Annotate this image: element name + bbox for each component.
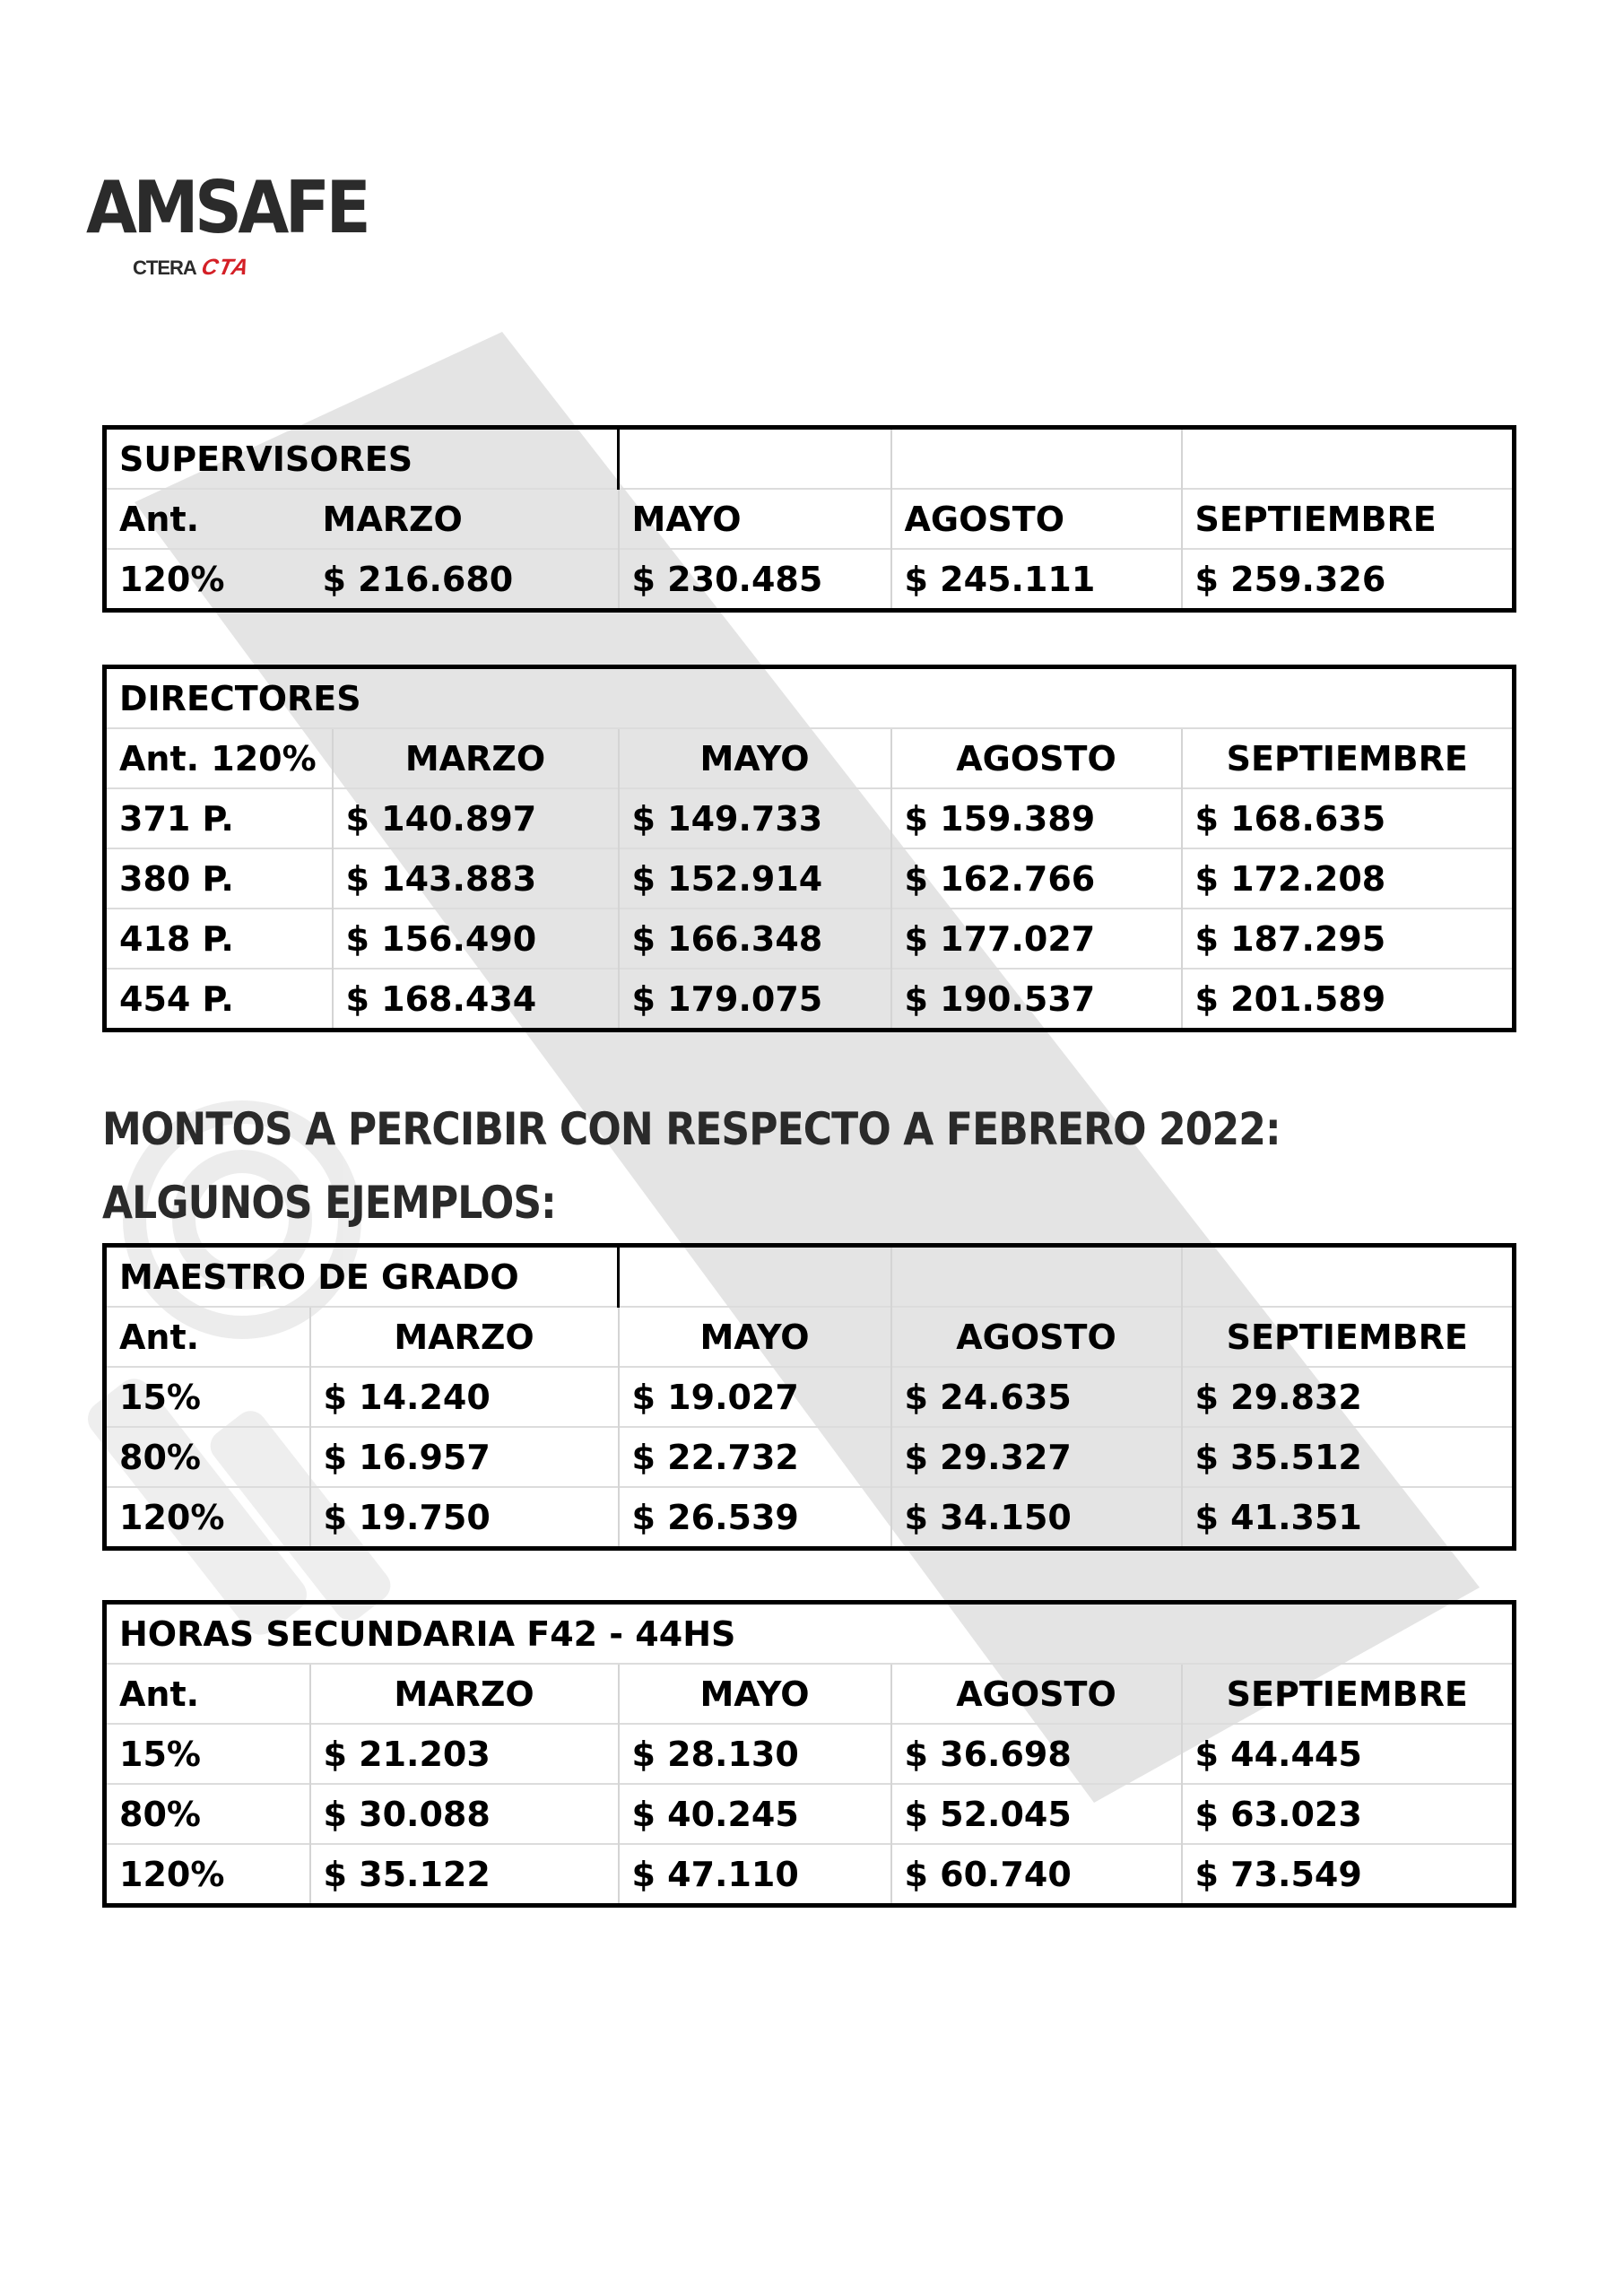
table-cell: $ 152.914 <box>619 848 891 909</box>
table-cell: $ 230.485 <box>619 549 891 611</box>
table-cell: 80% <box>105 1784 310 1844</box>
table-cell: $ 60.740 <box>891 1844 1182 1906</box>
column-header: AGOSTO <box>891 728 1182 788</box>
table-cell: $ 216.680 <box>310 549 619 611</box>
table-cell: $ 166.348 <box>619 909 891 969</box>
column-header: MARZO <box>310 1307 619 1367</box>
column-header: AGOSTO <box>891 1664 1182 1724</box>
table-cell: 120% <box>105 1487 310 1549</box>
table-cell: 418 P. <box>105 909 333 969</box>
table-cell: $ 29.832 <box>1182 1367 1515 1427</box>
table-cell: $ 35.512 <box>1182 1427 1515 1487</box>
table-cell: $ 14.240 <box>310 1367 619 1427</box>
column-header: AGOSTO <box>891 489 1182 549</box>
supervisores-table <box>102 425 1516 613</box>
table-cell: $ 187.295 <box>1182 909 1515 969</box>
table-cell: 15% <box>105 1367 310 1427</box>
table-row <box>105 1844 1515 1906</box>
table-cell: $ 190.537 <box>891 969 1182 1031</box>
logo-brand: AMSAFE <box>86 166 368 249</box>
table-row <box>105 1367 1515 1427</box>
section-heading-montos: MONTOS A PERCIBIR CON RESPECTO A FEBRERO 2022: <box>102 1103 1281 1155</box>
logo-ctera: CTERA <box>133 256 196 279</box>
table-header-row <box>105 728 1515 788</box>
table-cell: $ 63.023 <box>1182 1784 1515 1844</box>
table-cell: $ 162.766 <box>891 848 1182 909</box>
table-cell: 371 P. <box>105 788 333 848</box>
table-cell: $ 16.957 <box>310 1427 619 1487</box>
column-header: MAYO <box>619 728 891 788</box>
column-header: MAYO <box>619 1664 891 1724</box>
table-cell: $ 140.897 <box>333 788 619 848</box>
table-cell: 120% <box>105 549 310 611</box>
table-row <box>105 969 1515 1031</box>
table-row <box>105 1784 1515 1844</box>
table-cell: $ 177.027 <box>891 909 1182 969</box>
column-header: Ant. <box>105 489 310 549</box>
column-header: Ant. <box>105 1307 310 1367</box>
logo-cta: CTA <box>198 255 252 280</box>
table-cell: $ 168.635 <box>1182 788 1515 848</box>
table-row <box>105 1487 1515 1549</box>
logo-affiliations <box>133 255 252 281</box>
table-cell: 454 P. <box>105 969 333 1031</box>
maestro-table <box>102 1243 1516 1551</box>
table-row <box>105 1427 1515 1487</box>
table-header-row <box>105 1307 1515 1367</box>
table-cell: $ 159.389 <box>891 788 1182 848</box>
table-cell: $ 26.539 <box>619 1487 891 1549</box>
table-row <box>105 909 1515 969</box>
table-cell: $ 34.150 <box>891 1487 1182 1549</box>
table-cell: $ 41.351 <box>1182 1487 1515 1549</box>
table-cell: $ 29.327 <box>891 1427 1182 1487</box>
column-header: MARZO <box>333 728 619 788</box>
table-cell: $ 19.027 <box>619 1367 891 1427</box>
table-header-row <box>105 489 1515 549</box>
maestro-title: MAESTRO DE GRADO <box>119 1257 519 1297</box>
table-cell: $ 156.490 <box>333 909 619 969</box>
table-cell: $ 201.589 <box>1182 969 1515 1031</box>
table-cell: $ 36.698 <box>891 1724 1182 1784</box>
table-cell: $ 52.045 <box>891 1784 1182 1844</box>
table-cell: $ 179.075 <box>619 969 891 1031</box>
column-header: MAYO <box>619 489 891 549</box>
table-cell: 380 P. <box>105 848 333 909</box>
table-row <box>105 549 1515 611</box>
column-header: Ant. <box>105 1664 310 1724</box>
column-header: AGOSTO <box>891 1307 1182 1367</box>
table-cell: $ 24.635 <box>891 1367 1182 1427</box>
column-header: MARZO <box>310 1664 619 1724</box>
table-cell: $ 44.445 <box>1182 1724 1515 1784</box>
section-heading-ejemplos: ALGUNOS EJEMPLOS: <box>102 1177 556 1229</box>
horas-title: HORAS SECUNDARIA F42 - 44HS <box>119 1613 736 1654</box>
column-header: MAYO <box>619 1307 891 1367</box>
table-row <box>105 788 1515 848</box>
horas-table <box>102 1600 1516 1908</box>
table-cell: $ 30.088 <box>310 1784 619 1844</box>
table-cell: $ 35.122 <box>310 1844 619 1906</box>
supervisores-title: SUPERVISORES <box>119 439 413 479</box>
table-cell: $ 149.733 <box>619 788 891 848</box>
table-cell: 15% <box>105 1724 310 1784</box>
table-cell: $ 73.549 <box>1182 1844 1515 1906</box>
column-header: SEPTIEMBRE <box>1182 728 1515 788</box>
column-header: SEPTIEMBRE <box>1182 1307 1515 1367</box>
directores-title: DIRECTORES <box>119 678 361 718</box>
column-header: SEPTIEMBRE <box>1182 1664 1515 1724</box>
table-cell: $ 143.883 <box>333 848 619 909</box>
column-header: Ant. 120% <box>105 728 333 788</box>
table-cell: $ 21.203 <box>310 1724 619 1784</box>
directores-table <box>102 665 1516 1032</box>
table-header-row <box>105 1664 1515 1724</box>
table-row <box>105 1724 1515 1784</box>
table-cell: $ 40.245 <box>619 1784 891 1844</box>
column-header: SEPTIEMBRE <box>1182 489 1515 549</box>
table-cell: $ 172.208 <box>1182 848 1515 909</box>
column-header: MARZO <box>310 489 619 549</box>
table-cell: $ 19.750 <box>310 1487 619 1549</box>
table-cell: $ 28.130 <box>619 1724 891 1784</box>
table-row <box>105 848 1515 909</box>
table-cell: $ 245.111 <box>891 549 1182 611</box>
table-cell: $ 168.434 <box>333 969 619 1031</box>
table-cell: $ 22.732 <box>619 1427 891 1487</box>
table-cell: 80% <box>105 1427 310 1487</box>
amsafe-logo <box>86 166 391 280</box>
table-cell: $ 47.110 <box>619 1844 891 1906</box>
table-cell: 120% <box>105 1844 310 1906</box>
table-cell: $ 259.326 <box>1182 549 1515 611</box>
